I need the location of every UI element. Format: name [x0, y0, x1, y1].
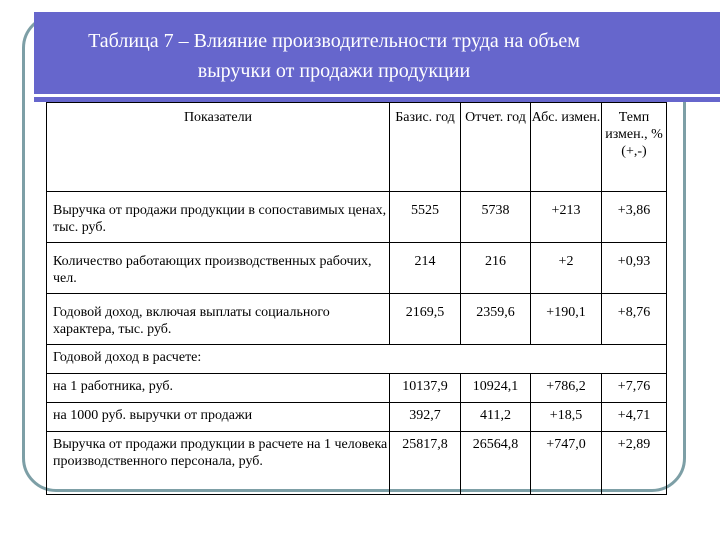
section-row [47, 345, 667, 374]
title-line-1: Таблица 7 – Влияние производительности труда на объем [88, 30, 580, 52]
row-basis: 2169,5 [390, 294, 461, 345]
row-abs: +18,5 [531, 403, 602, 432]
row-basis: 10137,9 [390, 374, 461, 403]
table-row [47, 294, 667, 345]
row-report: 411,2 [461, 403, 531, 432]
header-rate: Темп измен., % (+,-) [602, 103, 667, 192]
row-abs: +190,1 [531, 294, 602, 345]
row-basis: 5525 [390, 192, 461, 243]
row-basis: 25817,8 [390, 432, 461, 495]
header-report: Отчет. год [461, 103, 531, 192]
row-rate: +2,89 [602, 432, 667, 495]
table-row [47, 374, 667, 403]
row-label: на 1 работника, руб. [47, 374, 390, 403]
row-basis: 392,7 [390, 403, 461, 432]
table-row [47, 192, 667, 243]
section-label: Годовой доход в расчете: [47, 345, 667, 374]
row-abs: +747,0 [531, 432, 602, 495]
data-table [46, 102, 667, 495]
row-abs: +786,2 [531, 374, 602, 403]
row-report: 10924,1 [461, 374, 531, 403]
row-rate: +4,71 [602, 403, 667, 432]
row-rate: +8,76 [602, 294, 667, 345]
row-report: 5738 [461, 192, 531, 243]
row-basis: 214 [390, 243, 461, 294]
row-label: Количество работающих производственных рабочих, чел. [47, 243, 390, 294]
table-row [47, 432, 667, 495]
title-line-2: выручки от продажи продукции [197, 60, 471, 82]
row-rate: +7,76 [602, 374, 667, 403]
row-abs: +2 [531, 243, 602, 294]
slide-title [34, 26, 634, 86]
row-label: Выручка от продажи продукции в сопоставимых ценах, тыс. руб. [47, 192, 390, 243]
row-report: 216 [461, 243, 531, 294]
header-row [47, 103, 667, 192]
row-label: на 1000 руб. выручки от продажи [47, 403, 390, 432]
header-indicators: Показатели [47, 103, 390, 192]
table-row [47, 243, 667, 294]
header-basis: Базис. год [390, 103, 461, 192]
table-row [47, 403, 667, 432]
row-label: Годовой доход, включая выплаты социального характера, тыс. руб. [47, 294, 390, 345]
row-rate: +3,86 [602, 192, 667, 243]
row-rate: +0,93 [602, 243, 667, 294]
row-report: 2359,6 [461, 294, 531, 345]
header-abs: Абс. измен. [531, 103, 602, 192]
banner-divider [34, 94, 720, 97]
row-label: Выручка от продажи продукции в расчете на 1 человека производственного персонала, руб. [47, 432, 390, 495]
row-report: 26564,8 [461, 432, 531, 495]
row-abs: +213 [531, 192, 602, 243]
